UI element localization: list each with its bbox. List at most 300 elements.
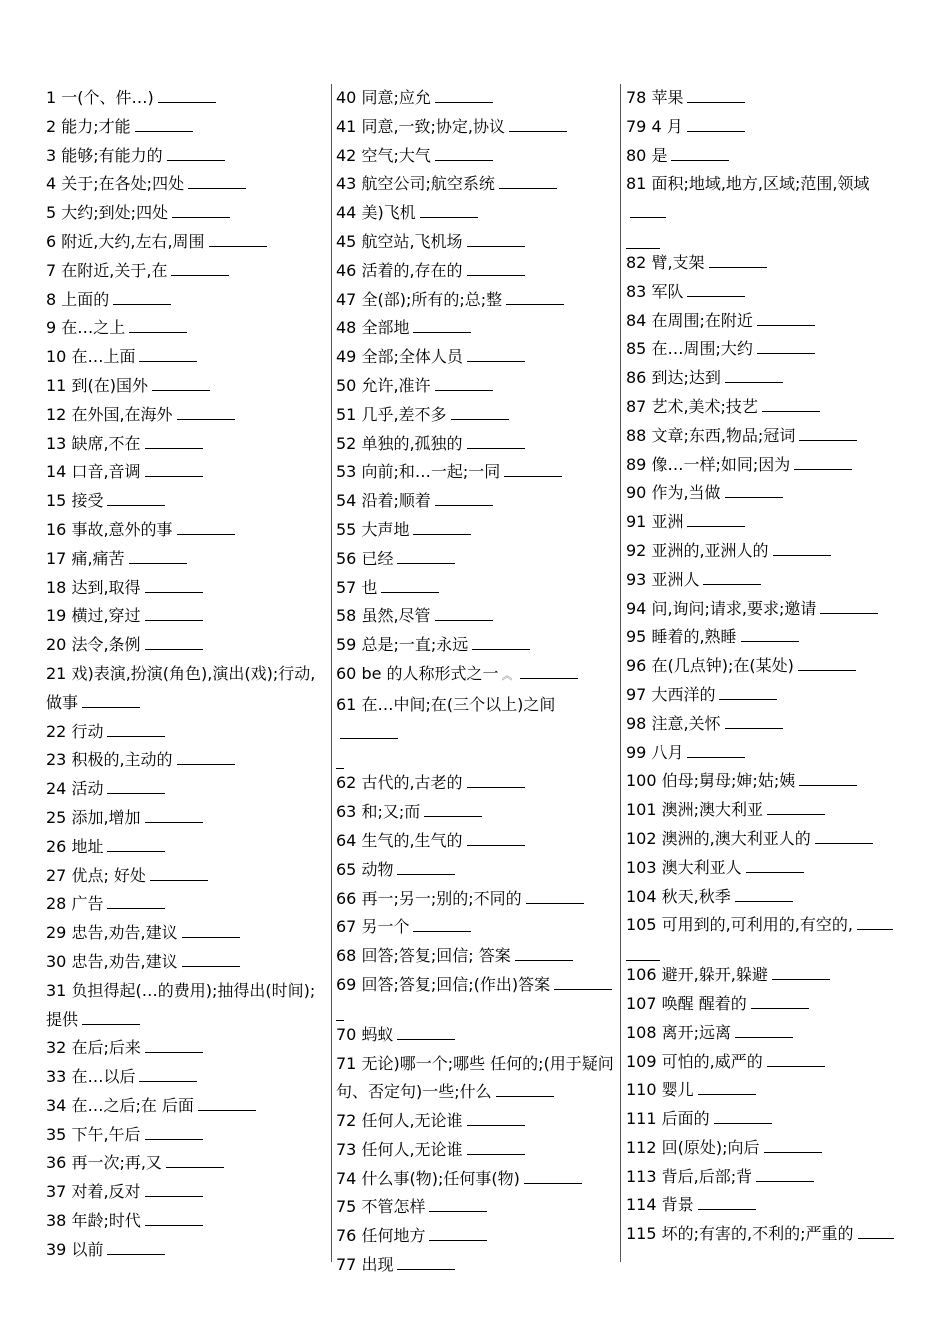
answer-blank[interactable] xyxy=(177,520,235,535)
entry-meaning: 全(部);所有的;总;整 xyxy=(361,289,503,309)
vocab-entry xyxy=(626,961,904,990)
vocab-entry xyxy=(626,1048,904,1077)
answer-blank[interactable] xyxy=(794,455,852,470)
entry-meaning: 行动 xyxy=(71,721,104,741)
entry-number: 89 xyxy=(626,454,647,474)
vocab-entry xyxy=(336,1050,614,1108)
entry-number: 70 xyxy=(336,1024,357,1044)
entry-meaning: 也 xyxy=(361,577,378,597)
answer-blank[interactable] xyxy=(413,318,471,333)
answer-blank[interactable] xyxy=(773,541,831,556)
answer-blank[interactable] xyxy=(145,1211,203,1226)
vocab-entry xyxy=(336,574,614,603)
answer-blank[interactable] xyxy=(107,722,165,737)
answer-blank[interactable] xyxy=(429,1197,487,1212)
answer-blank[interactable] xyxy=(397,1025,455,1040)
answer-blank[interactable] xyxy=(709,253,767,268)
answer-blank[interactable] xyxy=(467,261,525,276)
vocab-entry xyxy=(336,430,614,459)
entry-number: 31 xyxy=(46,980,67,1000)
vocab-entry xyxy=(626,479,904,508)
entry-number: 44 xyxy=(336,203,357,223)
entry-number: 63 xyxy=(336,802,357,822)
entry-meaning: 伯母;舅母;婶;姑;姨 xyxy=(661,771,796,791)
entry-number: 32 xyxy=(46,1038,67,1058)
vocab-entry xyxy=(336,199,614,228)
answer-blank[interactable] xyxy=(703,570,761,585)
entry-number: 9 xyxy=(46,318,57,338)
answer-blank[interactable] xyxy=(820,599,878,614)
entry-meaning: 在…中间;在(三个以上)之间 xyxy=(361,694,556,714)
vocab-entry xyxy=(336,1021,614,1050)
vocab-entry xyxy=(46,401,324,430)
entry-meaning: 下午,午后 xyxy=(71,1124,141,1144)
answer-blank[interactable] xyxy=(435,88,493,103)
entry-meaning: 沿着;顺着 xyxy=(361,491,431,511)
entry-meaning: 问,询问;请求,要求;邀请 xyxy=(651,598,817,618)
vocab-entry xyxy=(336,631,614,660)
entry-meaning: 动物 xyxy=(361,859,394,879)
vocab-entry xyxy=(336,1107,614,1136)
answer-blank[interactable] xyxy=(767,1052,825,1067)
answer-blank[interactable] xyxy=(107,491,165,506)
vocab-entry xyxy=(626,278,904,307)
entry-meaning: 虽然,尽管 xyxy=(361,606,431,626)
entry-number: 56 xyxy=(336,548,357,568)
vocab-entry xyxy=(46,804,324,833)
vocab-entry xyxy=(626,249,904,278)
vocab-entry xyxy=(46,1236,324,1265)
entry-number: 93 xyxy=(626,569,647,589)
answer-blank[interactable] xyxy=(467,831,525,846)
answer-blank[interactable] xyxy=(506,290,564,305)
vocab-entry xyxy=(336,487,614,516)
answer-blank[interactable] xyxy=(145,1182,203,1197)
answer-blank[interactable] xyxy=(467,1111,525,1126)
answer-blank[interactable] xyxy=(687,282,745,297)
vocab-entry xyxy=(626,566,904,595)
answer-blank[interactable] xyxy=(435,376,493,391)
answer-blank[interactable] xyxy=(858,1224,894,1239)
vocab-entry xyxy=(626,451,904,480)
entry-number: 77 xyxy=(336,1255,357,1275)
entry-number: 81 xyxy=(626,174,647,194)
entry-number: 20 xyxy=(46,635,67,655)
entry-number: 71 xyxy=(336,1053,357,1073)
vocab-entry xyxy=(626,883,904,912)
answer-blank[interactable] xyxy=(687,512,745,527)
vocab-entry xyxy=(336,913,614,942)
vocab-entry xyxy=(626,681,904,710)
answer-blank[interactable] xyxy=(435,491,493,506)
answer-blank[interactable] xyxy=(499,174,557,189)
entry-number: 64 xyxy=(336,830,357,850)
entry-number: 108 xyxy=(626,1022,657,1042)
entry-number: 86 xyxy=(626,368,647,388)
entry-meaning: 在后;后来 xyxy=(71,1038,141,1058)
vocab-entry xyxy=(626,595,904,624)
answer-blank[interactable] xyxy=(413,520,471,535)
entry-number: 52 xyxy=(336,433,357,453)
answer-blank[interactable] xyxy=(429,1226,487,1241)
answer-blank[interactable] xyxy=(135,117,193,132)
answer-blank[interactable] xyxy=(209,232,267,247)
answer-blank[interactable] xyxy=(340,724,398,739)
entry-meaning: 无论)哪一个;哪些 任何的;(用于疑问句、否定句)一些;什么 xyxy=(336,1053,614,1102)
answer-blank[interactable] xyxy=(725,714,783,729)
entry-meaning: 忠告,劝告,建议 xyxy=(71,923,178,943)
entry-meaning: 可用到的,可利用的,有空的, xyxy=(661,915,853,935)
answer-blank[interactable] xyxy=(496,1082,554,1097)
entry-meaning: 大声地 xyxy=(361,519,410,539)
answer-blank[interactable] xyxy=(145,1125,203,1140)
entry-number: 60 xyxy=(336,663,357,683)
entry-meaning: 再一次;再,又 xyxy=(71,1153,162,1173)
answer-blank[interactable] xyxy=(172,203,230,218)
answer-blank[interactable] xyxy=(167,146,225,161)
vocab-entry xyxy=(46,1092,324,1121)
answer-blank[interactable] xyxy=(129,549,187,564)
entry-number: 38 xyxy=(46,1211,67,1231)
entry-meaning: 大西洋的 xyxy=(651,684,716,704)
entry-meaning: 和;又;而 xyxy=(361,802,421,822)
vocab-entry xyxy=(626,825,904,854)
answer-blank[interactable] xyxy=(687,117,745,132)
entry-meaning: 全部;全体人员 xyxy=(361,347,463,367)
vocab-entry xyxy=(336,458,614,487)
answer-blank[interactable] xyxy=(145,434,203,449)
answer-blank[interactable] xyxy=(139,347,197,362)
vocab-entry xyxy=(336,401,614,430)
column-divider xyxy=(620,84,621,1262)
answer-blank[interactable] xyxy=(757,311,815,326)
answer-blank[interactable] xyxy=(182,923,240,938)
vocab-entry xyxy=(46,170,324,199)
vocab-entry xyxy=(336,1136,614,1165)
entry-meaning: 添加,增加 xyxy=(71,807,141,827)
entry-meaning: 戏)表演,扮演(角色),演出(戏);行动,做事 xyxy=(46,663,316,712)
answer-blank[interactable] xyxy=(129,318,187,333)
answer-blank[interactable] xyxy=(113,290,171,305)
entry-meaning: 到达;达到 xyxy=(651,368,721,388)
entry-number: 15 xyxy=(46,491,67,511)
answer-blank[interactable] xyxy=(139,1067,197,1082)
entry-meaning: 到(在)国外 xyxy=(71,375,148,395)
answer-blank[interactable] xyxy=(472,635,530,650)
answer-blank[interactable] xyxy=(698,1080,756,1095)
entry-number: 94 xyxy=(626,598,647,618)
entry-number: 41 xyxy=(336,116,357,136)
entry-meaning: 对着,反对 xyxy=(71,1182,141,1202)
entry-meaning: 面积;地域,地方,区域;范围,领域 xyxy=(651,174,870,194)
answer-blank[interactable] xyxy=(515,946,573,961)
entry-meaning: 生气的,生气的 xyxy=(361,830,463,850)
answer-blank[interactable] xyxy=(451,405,509,420)
answer-blank[interactable] xyxy=(435,606,493,621)
answer-blank[interactable] xyxy=(420,203,478,218)
answer-blank[interactable] xyxy=(509,117,567,132)
answer-blank[interactable] xyxy=(467,347,525,362)
answer-blank[interactable] xyxy=(520,664,578,679)
answer-blank[interactable] xyxy=(145,578,203,593)
answer-blank[interactable] xyxy=(554,975,612,990)
vocab-entry xyxy=(46,199,324,228)
entry-meaning: be 的人称形式之一 xyxy=(361,663,499,683)
vocab-entry xyxy=(46,142,324,171)
answer-blank[interactable] xyxy=(397,549,455,564)
entry-number: 106 xyxy=(626,965,657,985)
answer-blank[interactable] xyxy=(424,802,482,817)
answer-blank[interactable] xyxy=(381,578,439,593)
vocab-entry xyxy=(46,314,324,343)
vocab-entry xyxy=(336,286,614,315)
answer-blank[interactable] xyxy=(630,203,666,218)
answer-blank[interactable] xyxy=(107,894,165,909)
answer-blank[interactable] xyxy=(152,376,210,391)
entry-number: 105 xyxy=(626,915,657,935)
answer-blank[interactable] xyxy=(799,426,857,441)
vocab-entry xyxy=(46,458,324,487)
entry-number: 88 xyxy=(626,425,647,445)
answer-blank[interactable] xyxy=(397,860,455,875)
entry-number: 104 xyxy=(626,886,657,906)
answer-blank[interactable] xyxy=(504,462,562,477)
entry-number: 25 xyxy=(46,807,67,827)
entry-number: 2 xyxy=(46,116,57,136)
answer-blank[interactable] xyxy=(526,889,584,904)
answer-blank[interactable] xyxy=(467,773,525,788)
entry-meaning: 4 月 xyxy=(651,116,683,136)
answer-blank[interactable] xyxy=(799,771,857,786)
entry-number: 24 xyxy=(46,779,67,799)
vocab-entry xyxy=(336,971,614,1021)
answer-blank[interactable] xyxy=(698,1195,756,1210)
vocab-entry xyxy=(46,919,324,948)
vocab-entry xyxy=(626,113,904,142)
answer-blank[interactable] xyxy=(82,693,140,708)
vocab-entry xyxy=(46,516,324,545)
answer-blank-continuation[interactable] xyxy=(336,1000,344,1021)
answer-blank[interactable] xyxy=(413,917,471,932)
vocab-entry xyxy=(626,537,904,566)
entry-number: 51 xyxy=(336,404,357,424)
answer-blank[interactable] xyxy=(762,397,820,412)
entry-number: 103 xyxy=(626,857,657,877)
answer-blank[interactable] xyxy=(719,685,777,700)
entry-meaning: 艺术,美术;技艺 xyxy=(651,396,758,416)
entry-number: 40 xyxy=(336,88,357,107)
entry-meaning: 秋天,秋季 xyxy=(661,886,731,906)
entry-meaning: 回答;答复;回信;(作出)答案 xyxy=(361,974,551,994)
answer-blank[interactable] xyxy=(725,368,783,383)
vocab-entry xyxy=(336,257,614,286)
vocab-entry xyxy=(626,335,904,364)
entry-number: 82 xyxy=(626,252,647,272)
answer-blank[interactable] xyxy=(746,858,804,873)
answer-blank[interactable] xyxy=(145,808,203,823)
entry-number: 76 xyxy=(336,1226,357,1246)
entry-number: 10 xyxy=(46,347,67,367)
answer-blank[interactable] xyxy=(182,952,240,967)
entry-number: 33 xyxy=(46,1067,67,1087)
answer-blank[interactable] xyxy=(171,261,229,276)
vocab-entry xyxy=(46,487,324,516)
answer-blank[interactable] xyxy=(177,405,235,420)
vocab-entry xyxy=(46,1063,324,1092)
vocab-entry xyxy=(626,710,904,739)
entry-meaning: 事故,意外的事 xyxy=(71,519,173,539)
vocab-entry xyxy=(336,1222,614,1251)
entry-number: 78 xyxy=(626,88,647,107)
answer-blank[interactable] xyxy=(735,1023,793,1038)
vocab-entry xyxy=(626,84,904,113)
entry-meaning: 优点; 好处 xyxy=(71,865,146,885)
answer-blank[interactable] xyxy=(145,606,203,621)
vocab-entry xyxy=(626,393,904,422)
entry-meaning: 苹果 xyxy=(651,88,684,107)
entry-number: 21 xyxy=(46,663,67,683)
answer-blank[interactable] xyxy=(524,1169,582,1184)
vocab-entry xyxy=(626,170,904,249)
vocab-entry xyxy=(46,746,324,775)
answer-blank[interactable] xyxy=(177,750,235,765)
entry-meaning: 后面的 xyxy=(661,1109,710,1129)
answer-blank[interactable] xyxy=(857,915,893,930)
entry-number: 43 xyxy=(336,174,357,194)
entry-meaning: 在…周围;大约 xyxy=(651,339,753,359)
entry-number: 14 xyxy=(46,462,67,482)
entry-number: 102 xyxy=(626,828,657,848)
entry-meaning: 大约;到处;四处 xyxy=(61,203,169,223)
vocab-entry xyxy=(336,314,614,343)
answer-blank[interactable] xyxy=(741,627,799,642)
answer-blank[interactable] xyxy=(764,1138,822,1153)
vocab-entry xyxy=(46,545,324,574)
vocab-entry xyxy=(46,775,324,804)
entry-number: 97 xyxy=(626,684,647,704)
vocab-entry xyxy=(46,343,324,372)
vocab-entry xyxy=(336,142,614,171)
answer-blank[interactable] xyxy=(107,837,165,852)
answer-blank[interactable] xyxy=(772,965,830,980)
entry-number: 35 xyxy=(46,1124,67,1144)
entry-meaning: 文章;东西,物品;冠词 xyxy=(651,425,796,445)
entry-meaning: 蚂蚁 xyxy=(361,1024,394,1044)
vocab-column-3 xyxy=(626,84,904,1249)
answer-blank[interactable] xyxy=(725,483,783,498)
vocab-entry xyxy=(46,1034,324,1063)
entry-meaning: 缺席,不在 xyxy=(71,433,141,453)
entry-meaning: 任何人,无论谁 xyxy=(361,1139,463,1159)
vocab-entry xyxy=(626,307,904,336)
answer-blank[interactable] xyxy=(714,1109,772,1124)
answer-blank[interactable] xyxy=(435,146,493,161)
vocab-entry xyxy=(626,1105,904,1134)
answer-blank[interactable] xyxy=(467,1140,525,1155)
vocab-entry xyxy=(46,977,324,1035)
answer-blank[interactable] xyxy=(82,1010,140,1025)
answer-blank[interactable] xyxy=(158,88,216,103)
answer-blank-continuation[interactable] xyxy=(626,940,660,961)
entry-number: 29 xyxy=(46,923,67,943)
answer-blank[interactable] xyxy=(687,743,745,758)
vocab-entry xyxy=(46,660,324,718)
answer-blank[interactable] xyxy=(751,994,809,1009)
entry-meaning: 回(原处);向后 xyxy=(661,1137,760,1157)
entry-meaning: 像…一样;如同;因为 xyxy=(651,454,791,474)
answer-blank[interactable] xyxy=(397,1255,455,1270)
entry-meaning: 能够;有能力的 xyxy=(61,145,163,165)
entry-number: 87 xyxy=(626,396,647,416)
vocab-column-1 xyxy=(46,84,324,1265)
answer-blank[interactable] xyxy=(757,339,815,354)
entry-number: 49 xyxy=(336,347,357,367)
answer-blank[interactable] xyxy=(815,829,873,844)
vocab-entry xyxy=(336,827,614,856)
answer-blank[interactable] xyxy=(687,88,745,103)
entry-number: 6 xyxy=(46,231,57,251)
entry-number: 13 xyxy=(46,433,67,453)
entry-meaning: 是 xyxy=(651,145,668,165)
entry-number: 61 xyxy=(336,694,357,714)
answer-blank[interactable] xyxy=(671,146,729,161)
answer-blank[interactable] xyxy=(150,866,208,881)
answer-blank[interactable] xyxy=(756,1167,814,1182)
vocab-entry xyxy=(626,1163,904,1192)
entry-number: 12 xyxy=(46,404,67,424)
vocab-entry xyxy=(46,1207,324,1236)
answer-blank-continuation[interactable] xyxy=(626,228,660,249)
answer-blank[interactable] xyxy=(467,434,525,449)
vocab-entry xyxy=(46,890,324,919)
vocab-entry xyxy=(626,422,904,451)
entry-number: 48 xyxy=(336,318,357,338)
entry-meaning: 背后,后部;背 xyxy=(661,1166,753,1186)
entry-number: 27 xyxy=(46,865,67,885)
answer-blank[interactable] xyxy=(107,779,165,794)
entry-meaning: 什么事(物);任何事(物) xyxy=(361,1168,520,1188)
answer-blank[interactable] xyxy=(166,1153,224,1168)
answer-blank[interactable] xyxy=(145,635,203,650)
entry-meaning: 向前;和…一起;一同 xyxy=(361,462,501,482)
vocab-entry xyxy=(336,691,614,770)
entry-number: 90 xyxy=(626,483,647,503)
answer-blank[interactable] xyxy=(107,1240,165,1255)
entry-meaning: 同意,一致;协定,协议 xyxy=(361,116,506,136)
answer-blank[interactable] xyxy=(798,656,856,671)
answer-blank[interactable] xyxy=(767,800,825,815)
vocab-entry xyxy=(336,942,614,971)
answer-blank[interactable] xyxy=(145,462,203,477)
answer-blank[interactable] xyxy=(145,1038,203,1053)
answer-blank[interactable] xyxy=(735,887,793,902)
answer-blank-continuation[interactable] xyxy=(336,748,344,769)
vocab-entry xyxy=(626,142,904,171)
answer-blank[interactable] xyxy=(188,174,246,189)
vocab-entry xyxy=(626,1134,904,1163)
answer-blank[interactable] xyxy=(467,232,525,247)
entry-meaning: 横过,穿过 xyxy=(71,606,141,626)
vocab-entry xyxy=(626,1076,904,1105)
entry-number: 65 xyxy=(336,859,357,879)
entry-meaning: 活动 xyxy=(71,779,104,799)
vocab-entry xyxy=(336,1165,614,1194)
answer-blank[interactable] xyxy=(198,1096,256,1111)
entry-number: 50 xyxy=(336,375,357,395)
vocab-entry xyxy=(336,602,614,631)
entry-number: 109 xyxy=(626,1051,657,1071)
entry-meaning: 唤醒 醒着的 xyxy=(661,993,747,1013)
